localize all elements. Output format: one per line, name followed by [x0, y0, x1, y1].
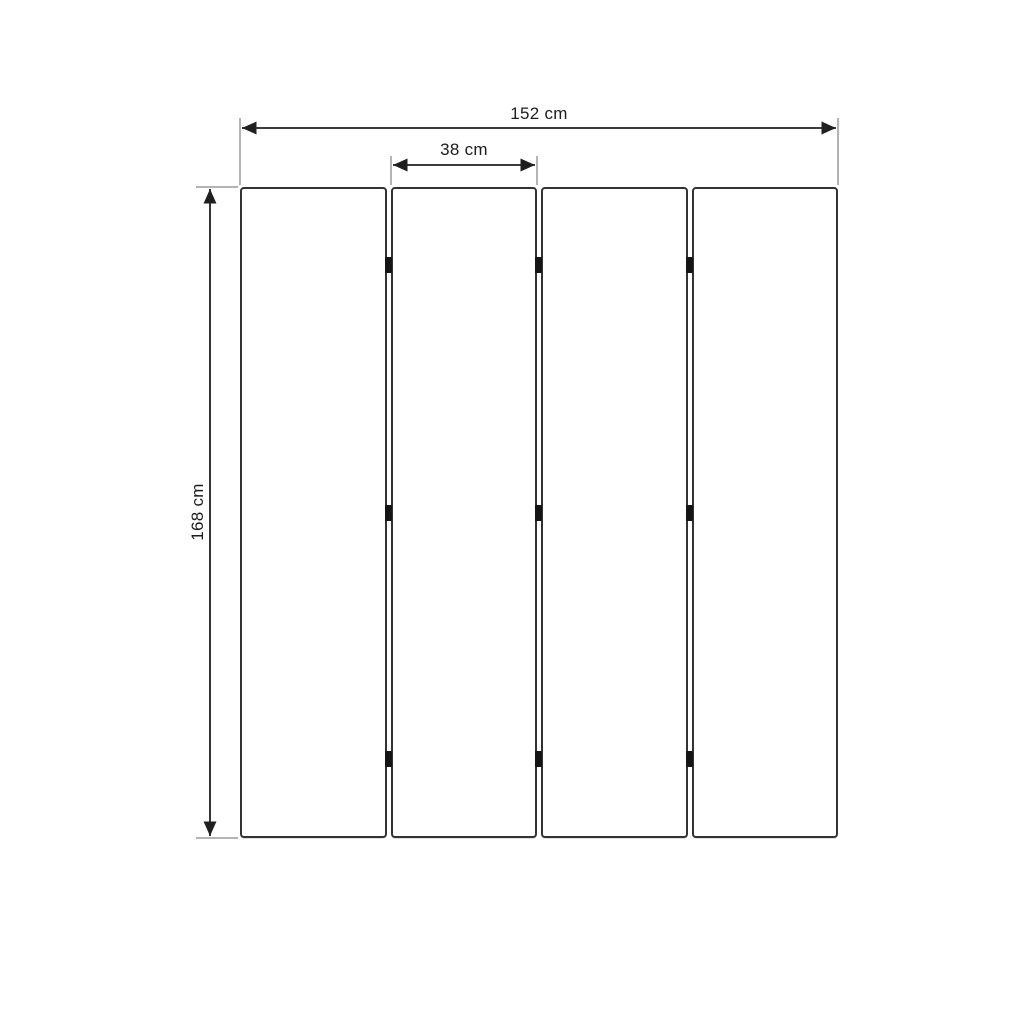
hinge [686, 257, 693, 273]
hinge [535, 505, 542, 521]
total-width-label: 152 cm [510, 104, 568, 123]
screen-panel-4 [692, 187, 839, 838]
screen-panel-2 [391, 187, 538, 838]
hinge [385, 257, 392, 273]
hinge [385, 505, 392, 521]
hinge [385, 751, 392, 767]
hinge [686, 751, 693, 767]
hinge [686, 505, 693, 521]
screen-panel-1 [240, 187, 387, 838]
hinge [535, 751, 542, 767]
screen-panel-3 [541, 187, 688, 838]
height-label: 168 cm [188, 483, 207, 541]
hinge [535, 257, 542, 273]
panel-width-label: 38 cm [440, 140, 488, 159]
